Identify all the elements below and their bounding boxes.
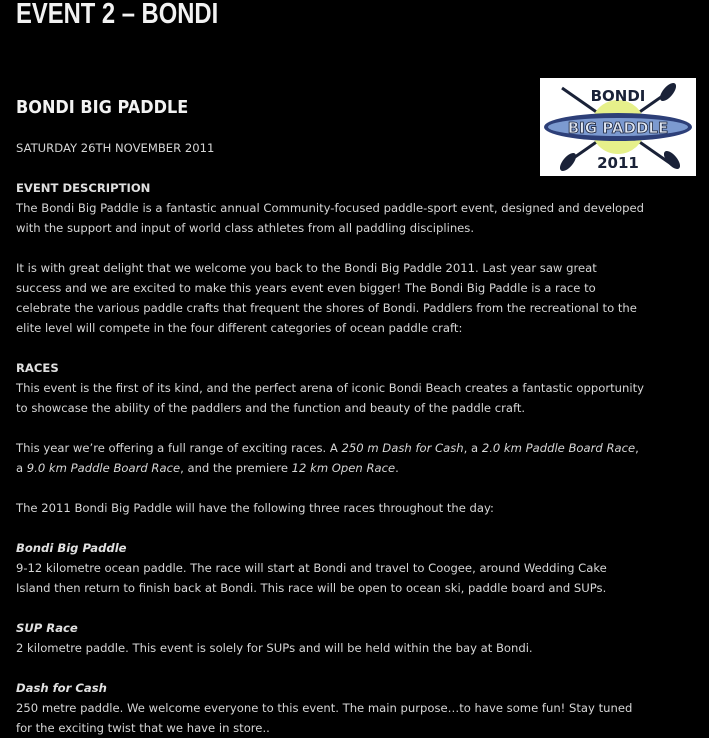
race-text: 9-12 kilometre ocean paddle. The race will start at Bondi and travel to Coogee, around Wedding Cake xyxy=(16,561,607,575)
race-12km: 12 km Open Race xyxy=(291,461,396,475)
page-title: EVENT 2 – BONDI xyxy=(16,0,219,30)
races-heading: RACES xyxy=(16,361,59,375)
race-text: Island then return to finish back at Bondi. This race will be open to ocean ski, paddle board and SUPs. xyxy=(16,581,607,595)
race-name: SUP Race xyxy=(16,621,78,635)
race-2km: 2.0 km Paddle Board Race xyxy=(481,441,636,455)
event-date: SATURDAY 26TH NOVEMBER 2011 xyxy=(16,141,215,155)
races-text: This event is the first of its kind, and the perfect arena of iconic Bondi Beach creates a fantastic opportunity xyxy=(16,381,644,395)
event-name: BONDI BIG PADDLE xyxy=(16,98,189,118)
text: , a xyxy=(463,441,482,455)
text: . xyxy=(395,461,399,475)
description-text: celebrate the various paddle crafts that frequent the shores of Bondi. Paddlers from the recreational to the xyxy=(16,301,637,315)
race-dash-for-cash: 250 m Dash for Cash xyxy=(341,441,464,455)
description-heading: EVENT DESCRIPTION xyxy=(16,181,151,195)
races-offer-line xyxy=(16,438,639,458)
races-intro: The 2011 Bondi Big Paddle will have the following three races throughout the day: xyxy=(16,501,494,515)
race-text: for the exciting twist that we have in store.. xyxy=(16,721,270,735)
race-name: Dash for Cash xyxy=(16,681,107,695)
description-text: elite level will compete in the four different categories of ocean paddle craft: xyxy=(16,321,463,335)
description-text: The Bondi Big Paddle is a fantastic annual Community-focused paddle-sport event, designed and developed xyxy=(16,201,644,215)
race-text: 250 metre paddle. We welcome everyone to this event. The main purpose…to have some fun! Stay tuned xyxy=(16,701,633,715)
race-name: Bondi Big Paddle xyxy=(16,541,127,555)
races-text: to showcase the ability of the paddlers and the function and beauty of the paddle craft. xyxy=(16,401,526,415)
logo-middle-text: BIG PADDLE xyxy=(567,119,669,137)
description-text: success and we are excited to make this years event even bigger! The Bondi Big Paddle is a race to xyxy=(16,281,596,295)
bondi-big-paddle-logo xyxy=(540,78,696,176)
logo-bottom-text: 2011 xyxy=(597,154,639,172)
text: , xyxy=(635,441,639,455)
races-offer-line xyxy=(16,458,399,478)
race-9km: 9.0 km Paddle Board Race xyxy=(26,461,181,475)
text: This year we’re offering a full range of exciting races. A xyxy=(16,441,342,455)
text: , and the premiere xyxy=(180,461,292,475)
description-text: with the support and input of world class athletes from all paddling disciplines. xyxy=(16,221,475,235)
race-text: 2 kilometre paddle. This event is solely for SUPs and will be held within the bay at Bondi. xyxy=(16,641,533,655)
logo-top-text: BONDI xyxy=(590,87,646,105)
description-text: It is with great delight that we welcome you back to the Bondi Big Paddle 2011. Last year saw great xyxy=(16,261,597,275)
text: a xyxy=(16,461,27,475)
